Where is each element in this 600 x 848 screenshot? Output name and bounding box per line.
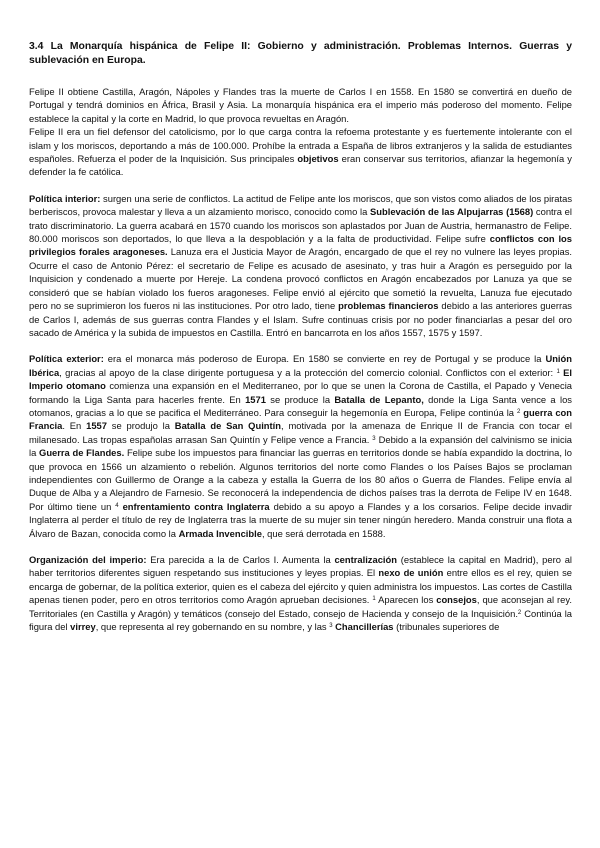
text-run: comienza una expansión en el Mediterraneo, por lo que se unen la Corona de Castilla, el Papado y Venecia formando la Liga Santa para hacerles frente. En xyxy=(29,380,573,405)
section-heading-exterior: Política exterior: xyxy=(29,353,104,365)
text-run: contra el trato discriminatorio. La guerra acabará en 1570 cuando los moriscos son aplastados por Juan de Austria, hermanastro de Felipe. 80.000 moriscos son deportados, lo que lleva a la despoblación y a la falta de productividad. Felipe sufre xyxy=(29,206,572,245)
text-run: eran conservar sus territorios, afianzar la hegemonía y defender la fe católica. xyxy=(29,153,572,178)
superscript-marker: 1 xyxy=(372,596,376,603)
text-run: , que será derrotada en 1588. xyxy=(261,527,386,539)
text-run: Aparecen los xyxy=(375,594,437,606)
bold-run: Sublevación de las Alpujarras (1568) xyxy=(370,206,534,218)
superscript-marker: 3 xyxy=(329,623,333,630)
text-run: Lanuza era el Justicia Mayor de Aragón, encargado de que el rey no vulnere las leyes propias. Ocurre el caso de Antonio Pérez: el secretario de Felipe es acusado de asesinato, y tras huir a Aragón es perseguido por la Inquisicion y condenado a muerte por Hereje. La condena provocó conflictos en Aragón encabezados por Lanuza ya que se consideró que se habían violado los fueros aragoneses. Felipe envió al ejército que sometió la revuelta, Lanuza fue ejecutado pero no se suprimieron los fueros ni las instituciones. Por otro lado, tiene xyxy=(29,246,572,312)
text-run: entre ellos es el rey, quien se encarga de gobernar, de la política exterior, quien es el cabeza del ejército y quien administra los impuestos. Las cortes de Castilla apenas tienen poder, pero en otros territorios como Aragón aprueban decisiones. xyxy=(29,567,572,606)
superscript-marker: 2 xyxy=(517,609,522,616)
text-run: donde la Liga Santa vence a los otomanos, gracias a lo que se pacifica el Mediterráneo. Para conseguir la hegemonía en Europa, Felipe continúa la xyxy=(29,393,572,418)
bold-run: Batalla de San Quintín xyxy=(174,420,281,432)
text-run: era el monarca más poderoso de Europa. En 1580 se convierte en rey de Portugal y se produce la xyxy=(103,353,546,365)
text-run: , que representa al rey gobernando en su nombre, y las xyxy=(95,621,330,633)
bold-run: guerra con Francia xyxy=(29,406,573,432)
bold-run: Unión Ibérica xyxy=(29,353,572,378)
bold-run: Batalla de Lepanto, xyxy=(334,393,424,405)
text-run: Felipe sube los impuestos para financiar las guerras en territorios donde se había expandido la doctrina, lo que provoca en 1566 un alzamiento o rebelión. Algunos territorios del norte como Flandes o los Países Bajos se proclaman independientes con Guillermo de Orange a la cabeza y estalla la Guerra de los 80 años o Guerra de Flandes. Felipe envía al Duque de Alba y a Alejandro de Farnesio. Se reconocerá la independencia de dichos países tras la derrota de Felipe IV en 1648. Por último tiene un xyxy=(29,447,572,512)
bold-run: 1557 xyxy=(86,420,107,432)
superscript-marker: 3 xyxy=(372,435,376,442)
bold-run: El Imperio otomano xyxy=(29,366,572,392)
text-run: se produjo la xyxy=(106,420,175,432)
bold-run: virrey xyxy=(70,621,96,633)
text-run: surgen una serie de conflictos. La actitud de Felipe ante los moriscos, que son vistos como aliados de los piratas berberiscos, provoca malestar y lleva a un alzamiento morisco, conocido como la xyxy=(29,192,573,218)
organizacion-paragraph xyxy=(29,553,572,633)
bold-run: Chancillerías xyxy=(332,621,394,633)
bold-run: conflictos con los privilegios forales aragoneses. xyxy=(29,233,572,258)
bold-run: Guerra de Flandes. xyxy=(39,447,125,459)
text-run: Felipe II era un fiel defensor del catolicismo, por lo que carga contra la refoema protestante y es fuertemente intolerante con el islam y los moriscos, deportando a más de 100.000. Prohíbe la entrada a España de libros extranjeros y la salida de estudiantes españoles. Refuerza el poder de la Inquisición. Sus principales xyxy=(29,126,572,165)
text-run: , motivada por la amenaza de Enrique II de Francia con tocar el milanesado. Las tropas españolas arrasan San Quintín y Felipe vence a Francia. xyxy=(29,420,572,445)
text-run: . En xyxy=(62,420,87,432)
document-title: 3.4 La Monarquía hispánica de Felipe II: Gobierno y administración. Problemas Internos. Guerras y sublevación en Europa. xyxy=(29,41,572,66)
section-heading-interior: Política interior: xyxy=(29,192,101,204)
superscript-marker: 1 xyxy=(556,368,560,375)
section-heading-organizacion: Organización del imperio: xyxy=(29,554,147,565)
bold-run: nexo de unión xyxy=(378,567,444,579)
text-run: Debido a la expansión del calvinismo se inicia la xyxy=(29,433,572,459)
bold-run: centralización xyxy=(334,554,397,565)
interior-paragraph xyxy=(29,192,572,339)
text-run: , que aconsejan al rey. Territoriales (en Castilla y Aragón) y temáticos (consejo del Estado, consejo de Hacienda y consejo de la Inquisición. xyxy=(29,594,572,619)
exterior-paragraph xyxy=(29,352,572,540)
bold-run: 1571 xyxy=(245,393,266,405)
text-run: debido a su apoyo a Flandes y a los corsarios. Felipe decide invadir Inglaterra al perder el título de rey de Inglaterra tras la muerte de su mujer sin tener ningún heredero. Manda construir una flota a Álvaro de Bazan, conocida como la xyxy=(29,500,573,539)
intro-paragraph-1: Felipe II obtiene Castilla, Aragón, Nápoles y Flandes tras la muerte de Carlos I en 1558. En 1580 se convertirá en dueño de Portugal y tendrá dominios en África, Brasil y Asia. La monarquía hispánica era el imperio más poderoso del momento. Felipe establece la capital y la corte en Madrid, lo que provoca revueltas en Aragón. xyxy=(29,86,572,124)
bold-run: Armada Invencible xyxy=(178,527,262,539)
text-run: Era parecida a la de Carlos I. Aumenta la xyxy=(146,554,335,565)
text-run: , gracias al apoyo de la clase dirigente portuguesa y a la protección del comercio colonial. Conflictos con el exterior: xyxy=(59,366,557,378)
text-run: se produce la xyxy=(265,393,335,405)
text-run: (establece la capital en Madrid), pero al haber territorios diferentes siguen respetando sus instituciones y leyes propias. El xyxy=(29,554,573,579)
bold-run: problemas financieros xyxy=(338,300,439,312)
intro-paragraph-2 xyxy=(29,125,572,179)
text-run: Continúa la figura del xyxy=(29,607,572,633)
bold-run: consejos xyxy=(436,594,477,606)
text-run: (tribunales superiores de xyxy=(393,621,500,633)
superscript-marker: 4 xyxy=(115,502,119,509)
bold-run: objetivos xyxy=(297,153,339,165)
superscript-marker: 2 xyxy=(516,408,521,415)
text-run: debido a las anteriores guerras de Carlos I, además de sus guerras contra Flandes y el Islam. Sufre continuas crisis por no poder financiarlas a pesar del oro sacado de América y la subida de impuestos en Castilla. Entró en bancarrota en los años 1557, 1575 y 1597. xyxy=(29,300,572,338)
bold-run: enfrentamiento contra Inglaterra xyxy=(118,500,270,512)
